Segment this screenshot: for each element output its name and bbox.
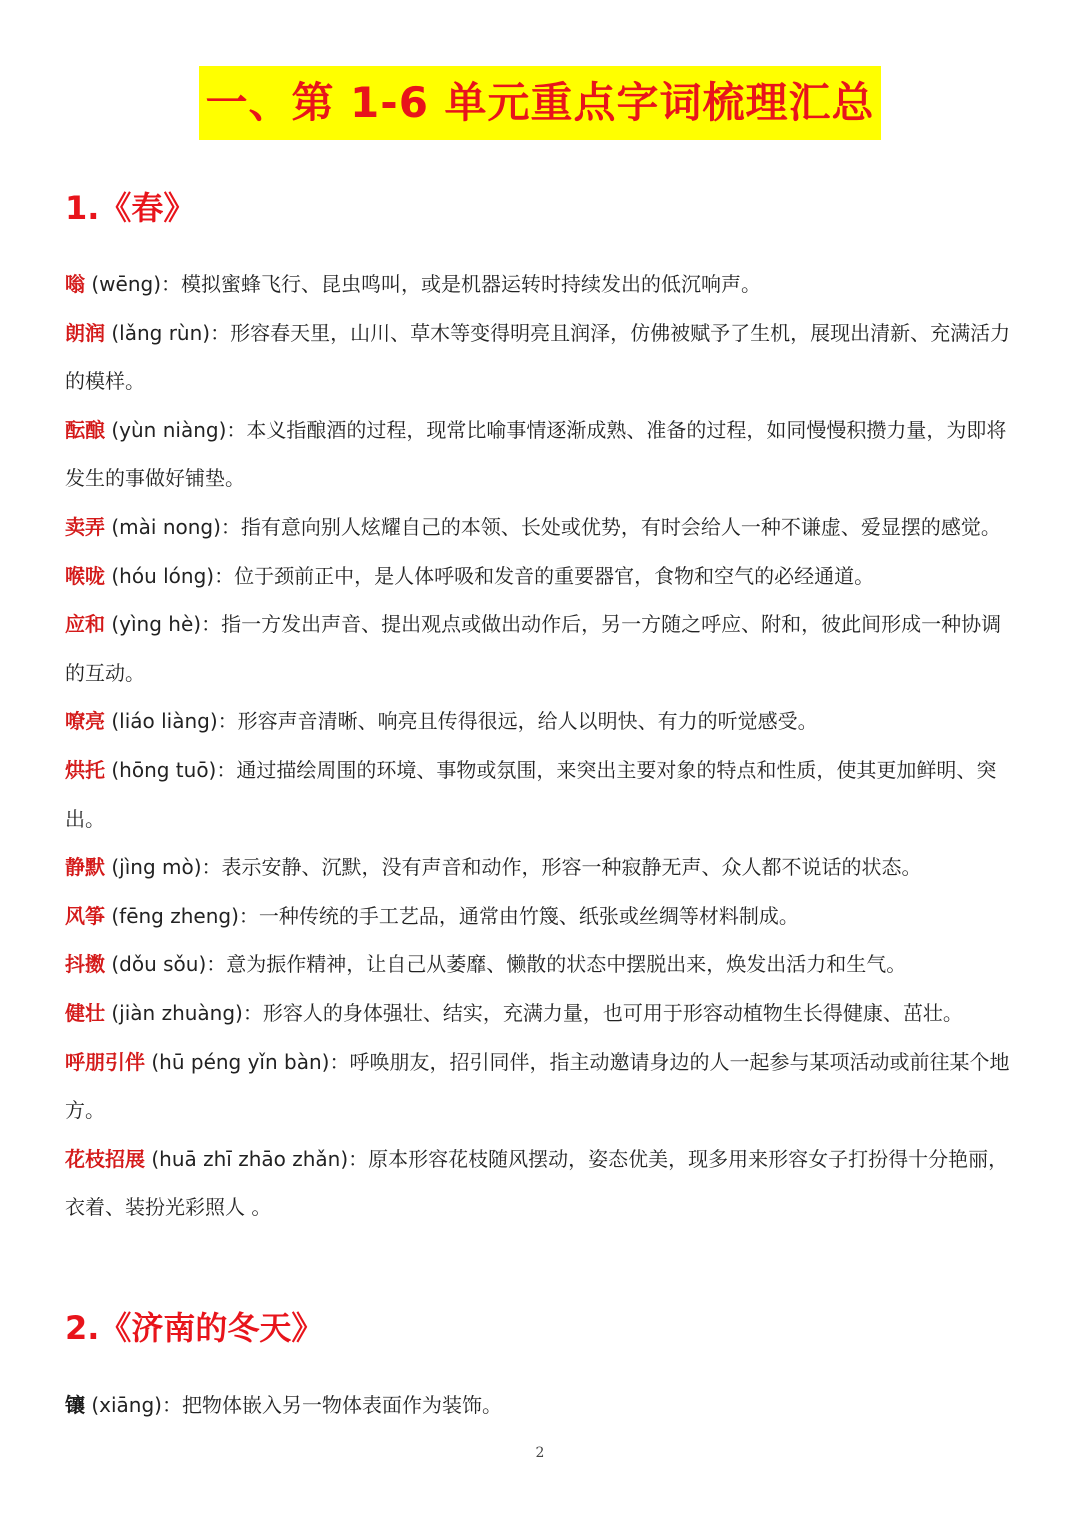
vocab-colon: ： <box>161 272 181 296</box>
vocab-colon: ： <box>216 757 237 782</box>
title-container <box>0 66 1080 140</box>
vocab-definition: 形容声音清晰、响亮且传得很远，给人以明快、有力的听觉感受。 <box>237 709 818 734</box>
vocab-definition: 通过描绘周围的环境、事物或氛围，来突出主要对象的特点和性质，使其更加鲜明、突出。 <box>65 757 997 831</box>
vocab-entry <box>65 697 1020 746</box>
vocab-term: 酝酿 <box>65 417 105 442</box>
vocab-definition: 呼唤朋友，招引同伴，指主动邀请身边的人一起参与某项活动或前往某个地方。 <box>65 1049 1010 1123</box>
vocab-term: 卖弄 <box>65 514 105 539</box>
vocab-colon: ： <box>161 1393 182 1417</box>
vocab-term: 风筝 <box>65 903 105 928</box>
vocab-entry <box>65 406 1020 503</box>
vocab-colon: ： <box>210 320 231 345</box>
vocab-colon: ： <box>238 903 259 928</box>
vocab-definition: 模拟蜜蜂飞行、昆虫鸣叫，或是机器运转时持续发出的低沉响声。 <box>181 272 761 296</box>
page-title: 一、第 1-6 单元重点字词梳理汇总 <box>199 66 880 140</box>
vocab-pinyin: (hóu lóng) <box>111 563 215 588</box>
section-heading-1: 1.《春》 <box>65 189 196 227</box>
section-heading-2: 2.《济南的冬天》 <box>65 1309 324 1347</box>
vocab-colon: ： <box>201 612 222 637</box>
vocab-definition: 指一方发出声音、提出观点或做出动作后，另一方随之呼应、附和，彼此间形成一种协调的互动。 <box>65 612 1002 685</box>
vocab-colon: ： <box>206 952 227 977</box>
vocabulary-list-2 <box>65 1381 1020 1430</box>
vocab-colon: ： <box>226 417 247 442</box>
vocab-term: 花枝招展 <box>65 1146 145 1171</box>
vocab-colon: ： <box>201 855 222 880</box>
vocab-entry <box>65 1038 1020 1135</box>
vocab-term: 健壮 <box>65 1000 105 1025</box>
vocab-colon: ： <box>214 563 235 588</box>
vocab-definition: 把物体嵌入另一物体表面作为装饰。 <box>181 1393 502 1417</box>
page-number: 2 <box>535 1445 545 1461</box>
vocab-pinyin: (lǎng rùn) <box>111 320 211 345</box>
vocab-entry <box>65 746 1020 843</box>
vocab-definition: 意为振作精神，让自己从萎靡、懒散的状态中摆脱出来，焕发出活力和生气。 <box>226 952 907 977</box>
vocab-pinyin: (yùn niàng) <box>111 417 227 442</box>
vocab-entry <box>65 989 1020 1038</box>
vocab-term: 喉咙 <box>65 563 105 588</box>
vocab-entry <box>65 600 1020 697</box>
vocabulary-list-1 <box>65 260 1020 1232</box>
vocab-term: 静默 <box>65 855 105 880</box>
vocab-definition: 形容春天里，山川、草木等变得明亮且润泽，仿佛被赋予了生机，展现出清新、充满活力的模样。 <box>65 320 1011 394</box>
vocab-pinyin: (yìng hè) <box>111 612 202 637</box>
vocab-colon: ： <box>220 514 241 539</box>
vocab-pinyin: (wēng) <box>91 272 161 296</box>
vocab-pinyin: (hū péng yǐn bàn) <box>151 1049 330 1074</box>
vocab-term: 嘹亮 <box>65 709 105 734</box>
vocab-pinyin: (huā zhī zhāo zhǎn) <box>151 1146 349 1171</box>
vocab-term: 应和 <box>65 612 105 637</box>
vocab-term: 呼朋引伴 <box>65 1049 145 1074</box>
vocab-definition: 本义指酿酒的过程，现常比喻事情逐渐成熟、准备的过程，如同慢慢积攒力量，为即将发生的事做好铺垫。 <box>65 417 1007 491</box>
vocab-entry <box>65 1381 1020 1430</box>
vocab-definition: 原本形容花枝随风摆动，姿态优美，现多用来形容女子打扮得十分艳丽，衣着、装扮光彩照人 。 <box>65 1146 1009 1220</box>
vocab-colon: ： <box>217 709 238 734</box>
vocab-pinyin: (jiàn zhuàng) <box>111 1000 243 1025</box>
vocab-colon: ： <box>329 1049 350 1074</box>
vocab-term: 烘托 <box>65 757 105 782</box>
vocab-pinyin: (dǒu sǒu) <box>111 952 207 977</box>
vocab-definition: 一种传统的手工艺品，通常由竹篾、纸张或丝绸等材料制成。 <box>258 903 799 928</box>
vocab-definition: 位于颈前正中，是人体呼吸和发音的重要器官，食物和空气的必经通道。 <box>234 563 875 588</box>
vocab-colon: ： <box>242 1000 263 1025</box>
vocab-entry <box>65 552 1020 601</box>
vocab-entry <box>65 503 1020 552</box>
vocab-colon: ： <box>348 1146 369 1171</box>
vocab-term: 镶 <box>65 1393 85 1417</box>
vocab-definition: 表示安静、沉默，没有声音和动作，形容一种寂静无声、众人都不说话的状态。 <box>221 855 922 880</box>
vocab-entry <box>65 260 1020 309</box>
vocab-pinyin: (jìng mò) <box>111 855 202 880</box>
vocab-pinyin: (fēng zheng) <box>111 903 239 928</box>
vocab-entry <box>65 940 1020 989</box>
vocab-entry <box>65 843 1020 892</box>
vocab-entry <box>65 1135 1020 1232</box>
vocab-entry <box>65 892 1020 941</box>
vocab-pinyin: (xiāng) <box>91 1393 162 1417</box>
vocab-pinyin: (liáo liàng) <box>111 709 218 734</box>
vocab-definition: 指有意向别人炫耀自己的本领、长处或优势，有时会给人一种不谦虚、爱显摆的感觉。 <box>240 514 1001 539</box>
vocab-definition: 形容人的身体强壮、结实，充满力量，也可用于形容动植物生长得健康、茁壮。 <box>262 1000 963 1025</box>
vocab-pinyin: (mài nong) <box>111 514 221 539</box>
vocab-term: 嗡 <box>65 272 85 296</box>
vocab-term: 抖擞 <box>65 952 105 977</box>
vocab-entry <box>65 309 1020 406</box>
vocab-term: 朗润 <box>65 320 105 345</box>
vocab-pinyin: (hōng tuō) <box>111 757 217 782</box>
